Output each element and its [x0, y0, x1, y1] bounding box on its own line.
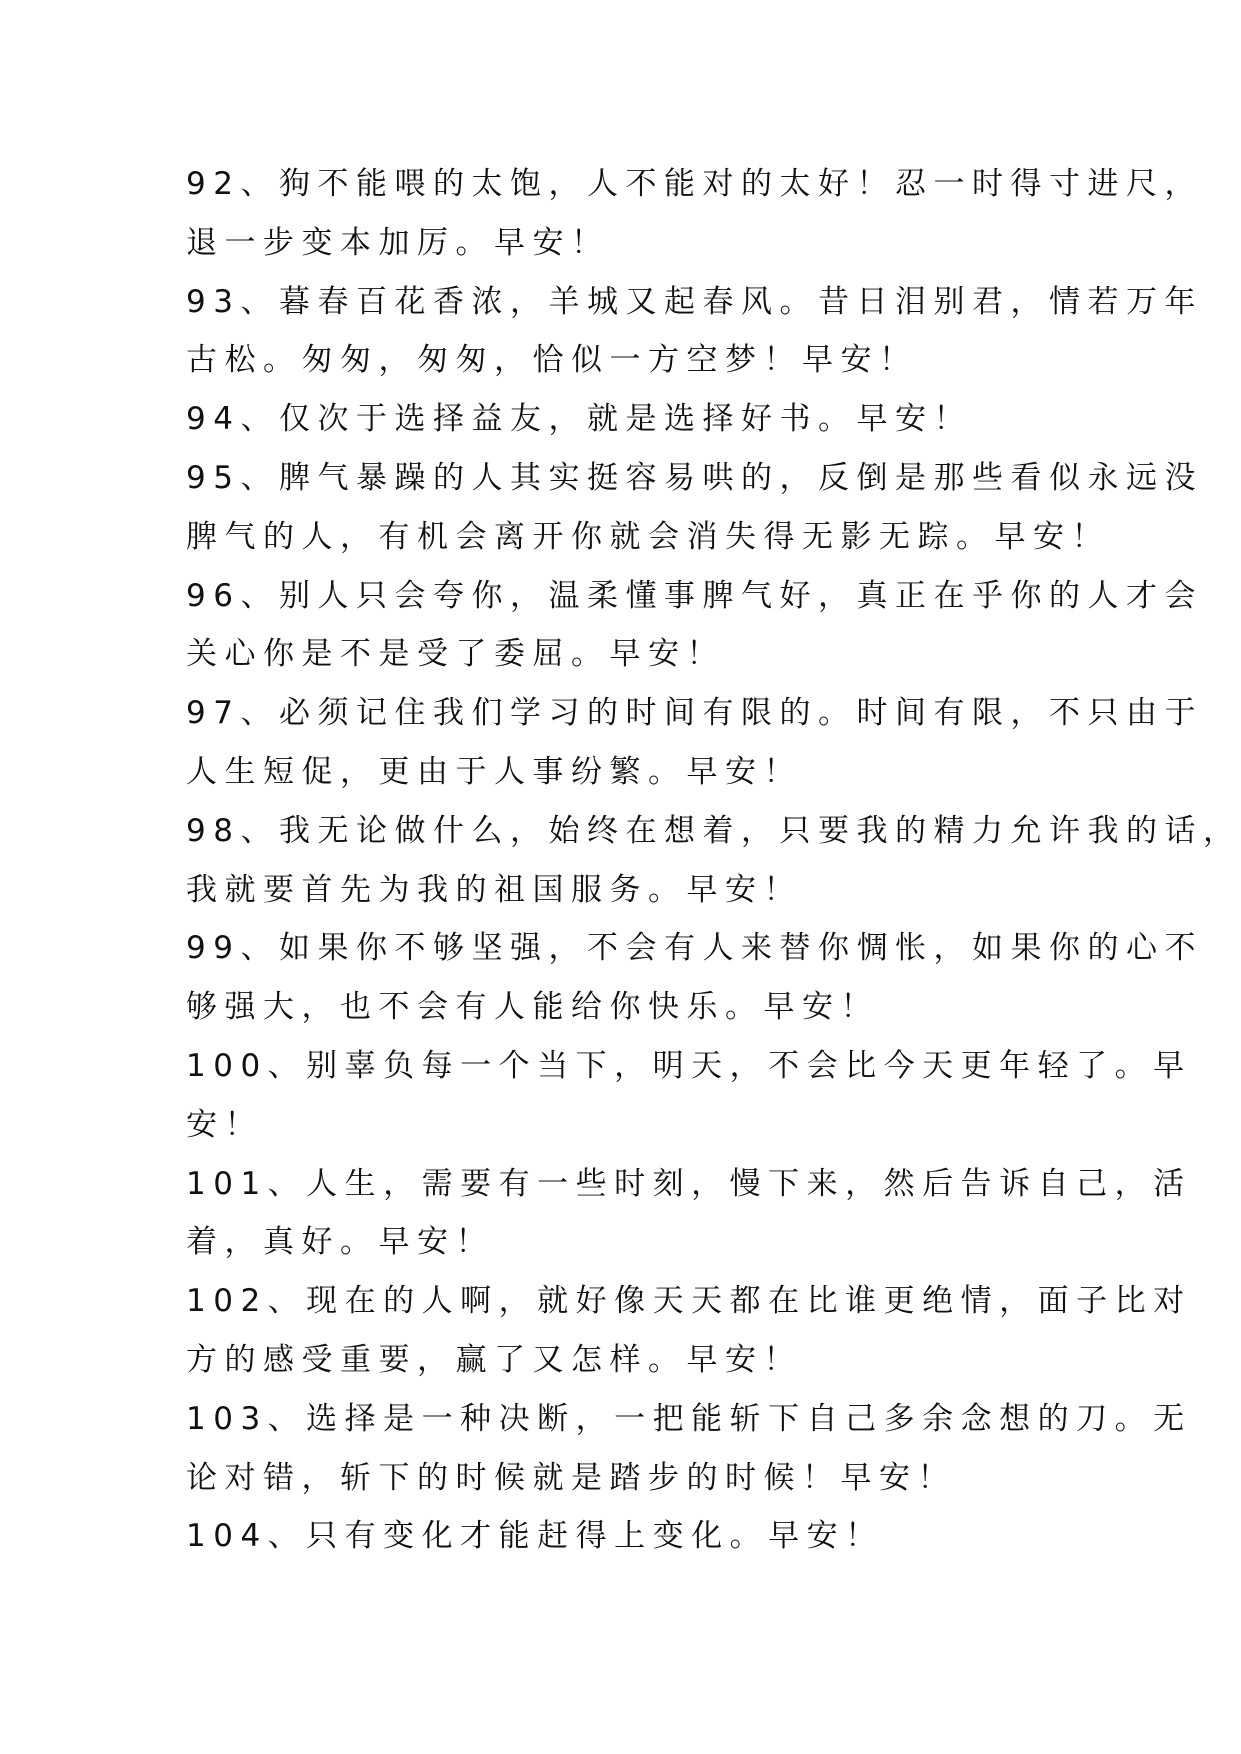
text-line: 92、狗不能喂的太饱，人不能对的太好！忍一时得寸进尺，	[186, 166, 1203, 202]
text-line: 103、选择是一种决断，一把能斩下自己多余念想的刀。无	[186, 1400, 1192, 1437]
text-line: 人生短促，更由于人事纷繁。早安！	[186, 753, 802, 790]
text-line: 99、如果你不够坚强，不会有人来替你惆怅，如果你的心不	[186, 930, 1203, 967]
text-line: 方的感受重要，赢了又怎样。早安！	[186, 1341, 802, 1378]
text-line: 关心你是不是受了委屈。早安！	[186, 636, 725, 673]
text-line: 我就要首先为我的祖国服务。早安！	[186, 871, 802, 908]
text-line: 104、只有变化才能赶得上变化。早安！	[186, 1518, 884, 1555]
text-line: 着，真好。早安！	[186, 1224, 494, 1261]
text-line: 安！	[186, 1106, 263, 1143]
document-body	[186, 155, 1241, 1566]
text-line: 95、脾气暴躁的人其实挺容易哄的，反倒是那些看似永远没	[186, 459, 1203, 496]
text-line: 94、仅次于选择益友，就是选择好书。早安！	[186, 401, 972, 438]
text-line: 退一步变本加厉。早安！	[186, 224, 610, 261]
text-line: 101、人生，需要有一些时刻，慢下来，然后告诉自己，活	[186, 1165, 1192, 1202]
text-line: 102、现在的人啊，就好像天天都在比谁更绝情，面子比对	[186, 1283, 1192, 1320]
text-line: 93、暮春百花香浓，羊城又起春风。昔日泪别君，情若万年	[186, 283, 1203, 320]
text-line: 论对错，斩下的时候就是踏步的时候！早安！	[186, 1459, 956, 1496]
text-line: 97、必须记住我们学习的时间有限的。时间有限，不只由于	[186, 695, 1203, 732]
text-line: 古松。匆匆，匆匆，恰似一方空梦！早安！	[186, 342, 918, 379]
text-line: 脾气的人，有机会离开你就会消失得无影无踪。早安！	[186, 518, 1110, 555]
text-line: 够强大，也不会有人能给你快乐。早安！	[186, 989, 879, 1026]
text-line: 100、别辜负每一个当下，明天，不会比今天更年轻了。早	[186, 1047, 1192, 1084]
text-line: 98、我无论做什么，始终在想着，只要我的精力允许我的话，	[186, 812, 1241, 849]
text-line: 96、别人只会夸你，温柔懂事脾气好，真正在乎你的人才会	[186, 577, 1203, 614]
